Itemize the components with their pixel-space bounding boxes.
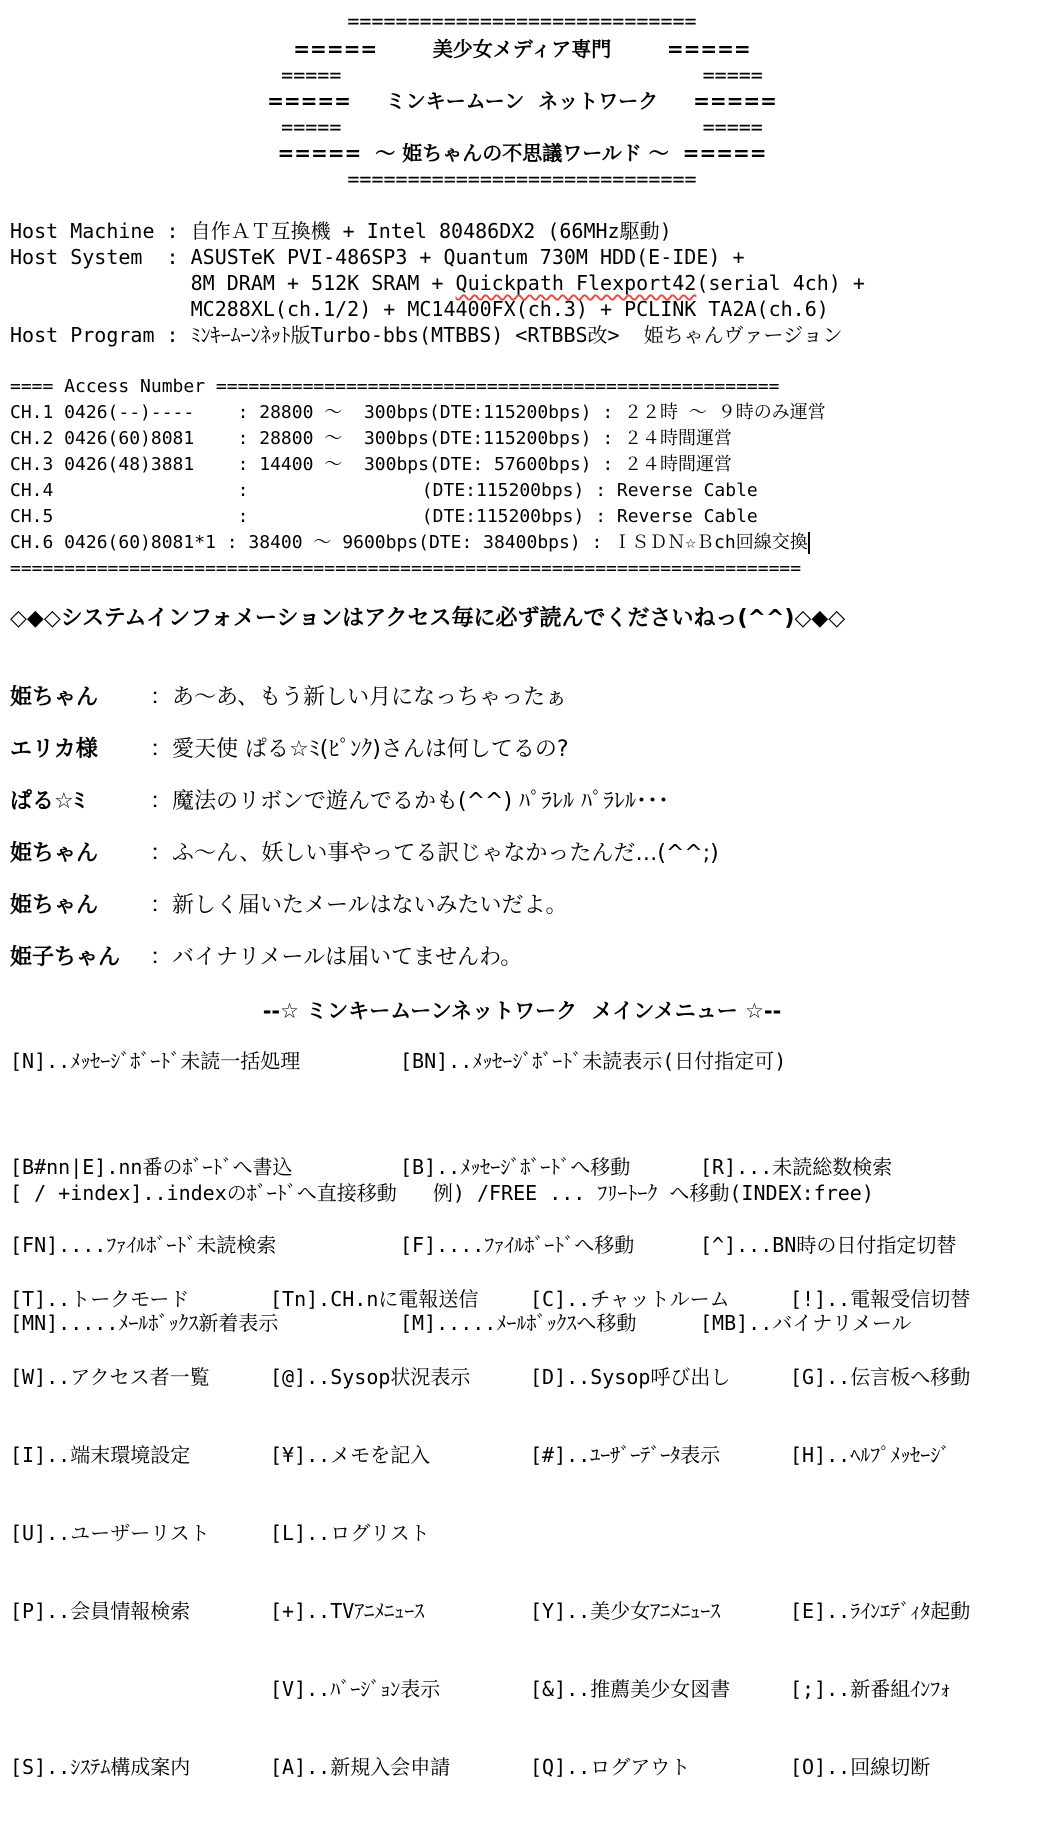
menu-item-empty (530, 1520, 730, 1546)
menu-item-bn[interactable]: [BN]..ﾒｯｾｰｼﾞﾎﾞｰﾄﾞ未読表示(日付指定可) (400, 1049, 787, 1073)
chat-message: ：魔法のリボンで遊んでるかも(^^) ﾊﾟﾗﾚﾙ ﾊﾟﾗﾚﾙ･･･ (150, 789, 670, 814)
chat-message: ：新しく届いたメールはないみたいだよ。 (150, 893, 568, 918)
main-menu-col-4 (790, 1234, 970, 1832)
menu-item[interactable]: [C]..チャットルーム (530, 1287, 730, 1311)
banner-row: ============================= (347, 167, 697, 191)
banner-row: ===== 〜 姫ちゃんの不思議ワールド 〜 ===== (277, 141, 767, 165)
chat-speaker: 姫ちゃん (10, 841, 99, 866)
chat-speaker: エリカ様 (10, 737, 98, 762)
menu-item-empty (790, 1520, 970, 1546)
menu-item[interactable]: [#]..ﾕｰｻﾞｰﾃﾞｰﾀ表示 (530, 1443, 721, 1467)
menu-item[interactable]: [L]..ログリスト (270, 1521, 430, 1545)
host-system-2 (10, 270, 865, 296)
banner-row: ===== 美少女メディア専門 ===== (293, 37, 751, 61)
spellcheck-word: Quickpath Flexport42 (455, 271, 697, 295)
access-row: CH.1 0426(--)---- : 28800 〜 300bps(DTE:115200bps) : ２２時 〜 ９時のみ運営 (10, 402, 826, 423)
menu-item[interactable]: [F]....ﾌｧｲﾙﾎﾞｰﾄﾞへ移動 (400, 1233, 635, 1257)
menu-item[interactable]: [M].....ﾒｰﾙﾎﾞｯｸｽへ移動 (400, 1311, 637, 1335)
main-menu-col-3 (530, 1234, 730, 1832)
menu-item[interactable]: [FN]....ﾌｧｲﾙﾎﾞｰﾄﾞ未読検索 (10, 1233, 277, 1257)
menu-item[interactable]: [&]..推薦美少女図書 (530, 1677, 731, 1701)
menu-item[interactable]: [!]..電報受信切替 (790, 1287, 971, 1311)
chat-message: ：ふ〜ん、妖しい事やってる訳じゃなかったんだ…(^^;) (150, 841, 719, 866)
menu-item[interactable]: [T]..トークモード (10, 1287, 190, 1311)
chat-speaker: 姫子ちゃん (10, 945, 121, 970)
menu-item[interactable]: [V]..ﾊﾞｰｼﾞｮﾝ表示 (270, 1677, 441, 1701)
access-footer: ========================================================================= (10, 558, 802, 579)
access-row (10, 530, 810, 556)
host-system-2-tail: (serial 4ch) + (696, 271, 865, 295)
menu-item[interactable]: [MN].....ﾒｰﾙﾎﾞｯｸｽ新着表示 (10, 1311, 279, 1335)
access-row: CH.3 0426(48)3881 : 14400 〜 300bps(DTE: 57600bps) : ２４時間運営 (10, 454, 733, 475)
menu-item[interactable]: [R]...未読総数検索 (700, 1155, 893, 1179)
text-cursor (808, 532, 810, 554)
menu-item[interactable]: [H]..ﾍﾙﾌﾟﾒｯｾｰｼﾞ (790, 1443, 951, 1467)
menu-item[interactable]: [E]..ﾗｲﾝｴﾃﾞｨﾀ起動 (790, 1599, 971, 1623)
chat-line (10, 682, 567, 713)
host-program: Host Program : ﾐﾝｷｰﾑｰﾝﾈｯﾄ版Turbo-bbs(MTBBS) <RTBBS改> 姫ちゃんヴァージョン (10, 323, 843, 347)
menu-item[interactable]: [¥]..メモを記入 (270, 1443, 431, 1467)
chat-line (10, 838, 719, 869)
chat-line (10, 942, 522, 973)
chat-line (10, 786, 669, 817)
chat-message: ：バイナリメールは届いてませんわ。 (150, 945, 523, 970)
menu-item[interactable]: [I]..端末環境設定 (10, 1443, 191, 1467)
main-menu-col-1 (10, 1234, 210, 1832)
menu-item[interactable]: [Tn].CH.nに電報送信 (270, 1287, 479, 1311)
menu-item[interactable]: [S]..ｼｽﾃﾑ構成案内 (10, 1755, 191, 1779)
main-menu-col-2 (270, 1234, 478, 1832)
menu-item[interactable]: [^]...BN時の日付指定切替 (700, 1233, 957, 1257)
menu-item[interactable]: [+]..TVｱﾆﾒﾆｭｰｽ (270, 1599, 425, 1623)
chat-speaker: ぱる☆ﾐ (10, 789, 85, 814)
menu-item[interactable]: [MB]..バイナリメール (700, 1311, 912, 1335)
menu-item-empty (10, 1676, 210, 1702)
menu-title: --☆ ミンキームーンネットワーク メインメニュー ☆-- (262, 999, 782, 1023)
system-notice: ◇◆◇システムインフォメーションはアクセス毎に必ず読んでくださいねっ(^^)◇◆◇ (10, 606, 846, 631)
chat-line (10, 734, 569, 765)
access-header: ==== Access Number ==================================================== (10, 376, 780, 397)
chat-line (10, 890, 568, 921)
menu-item[interactable]: [W]..アクセス者一覧 (10, 1365, 210, 1389)
host-system-3: MC288XL(ch.1/2) + MC14400FX(ch.3) + PCLINK TA2A(ch.6) (10, 297, 829, 321)
menu-item[interactable]: [A]..新規入会申請 (270, 1755, 451, 1779)
menu-item[interactable]: [D]..Sysop呼び出し (530, 1365, 731, 1389)
menu-item[interactable]: [B#nn|E].nn番のﾎﾞｰﾄﾞへ書込 (10, 1155, 293, 1179)
access-row: CH.2 0426(60)8081 : 28800 〜 300bps(DTE:115200bps) : ２４時間運営 (10, 428, 733, 449)
menu-item[interactable]: [@]..Sysop状況表示 (270, 1365, 471, 1389)
menu-item-n[interactable]: [N]..ﾒｯｾｰｼﾞﾎﾞｰﾄﾞ未読一括処理 (10, 1049, 301, 1073)
menu-item[interactable]: [B]..ﾒｯｾｰｼﾞﾎﾞｰﾄﾞへ移動 (400, 1155, 631, 1179)
banner-row: ===== ===== (281, 63, 763, 87)
host-system-1: Host System : ASUSTeK PVI-486SP3 + Quantum 730M HDD(E-IDE) + (10, 245, 745, 269)
chat-speaker: 姫ちゃん (10, 893, 99, 918)
menu-item[interactable]: [Y]..美少女ｱﾆﾒﾆｭｰｽ (530, 1599, 721, 1623)
menu-item[interactable]: [O]..回線切断 (790, 1755, 931, 1779)
host-machine: Host Machine : 自作ＡＴ互換機 + Intel 80486DX2 (66MHz駆動) (10, 219, 672, 243)
host-system-2-text: 8M DRAM + 512K SRAM + (10, 271, 456, 295)
menu-item[interactable]: [P]..会員情報検索 (10, 1599, 191, 1623)
chat-message: ：あ〜あ、もう新しい月になっちゃったぁ (150, 685, 568, 710)
banner-row: ============================= (347, 9, 697, 33)
access-row-text: CH.6 0426(60)8081*1 : 38400 〜 9600bps(DTE: 38400bps) : ＩＳＤＮ☆Ｂch回線交換 (10, 532, 808, 553)
chat-message: ：愛天使 ぱる☆ﾐ(ﾋﾟﾝｸ)さんは何してるの? (150, 737, 569, 762)
menu-item[interactable]: [G]..伝言板へ移動 (790, 1365, 971, 1389)
banner-row: ===== ===== (281, 115, 763, 139)
chat-speaker: 姫ちゃん (10, 685, 99, 710)
menu-item[interactable]: [U]..ユーザーリスト (10, 1521, 210, 1545)
menu-item[interactable]: [;]..新番組ｲﾝﾌｫ (790, 1677, 951, 1701)
banner-row: ===== ミンキームーン ネットワーク ===== (267, 89, 777, 113)
menu-item[interactable]: [Q]..ログアウト (530, 1755, 691, 1779)
access-row: CH.5 : (DTE:115200bps) : Reverse Cable (10, 506, 758, 527)
menu-item-index[interactable]: [ / +index]..indexのﾎﾞｰﾄﾞへ直接移動 例) /FREE ... ﾌﾘｰﾄｰｸ へ移動(INDEX:free) (10, 1181, 874, 1205)
access-row: CH.4 : (DTE:115200bps) : Reverse Cable (10, 480, 758, 501)
